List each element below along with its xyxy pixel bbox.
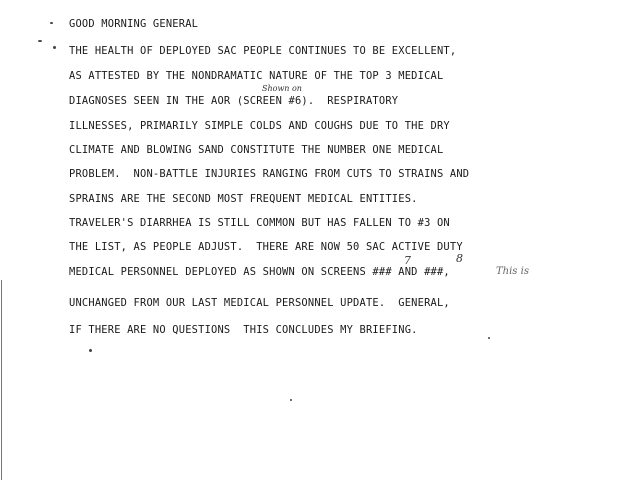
scan-speck [89, 349, 92, 352]
text-line: CLIMATE AND BLOWING SAND CONSTITUTE THE NUMBER ONE MEDICAL [69, 144, 444, 156]
text-line: THE LIST, AS PEOPLE ADJUST. THERE ARE NOW 50 SAC ACTIVE DUTY [69, 241, 463, 253]
scan-speck [53, 46, 56, 49]
scan-speck [290, 399, 292, 401]
handwritten-shown-on: Shown on [262, 84, 302, 93]
text-line: MEDICAL PERSONNEL DEPLOYED AS SHOWN ON SCREENS ### AND ###, [69, 266, 450, 278]
handwritten-screen-number-b: 8 [456, 252, 463, 265]
text-line: AS ATTESTED BY THE NONDRAMATIC NATURE OF THE TOP 3 MEDICAL [69, 70, 444, 82]
scan-speck [488, 337, 490, 339]
text-line: DIAGNOSES SEEN IN THE AOR (SCREEN #6). RESPIRATORY [69, 95, 399, 107]
greeting-line: GOOD MORNING GENERAL [69, 18, 199, 30]
closing-line: IF THERE ARE NO QUESTIONS THIS CONCLUDES MY BRIEFING. [69, 324, 418, 336]
scan-speck [50, 22, 53, 24]
scan-speck [38, 40, 42, 42]
scan-edge-line [1, 280, 2, 480]
handwritten-trailing-note: This is [496, 266, 529, 277]
text-line: PROBLEM. NON-BATTLE INJURIES RANGING FROM CUTS TO STRAINS AND [69, 168, 470, 180]
text-line: ILLNESSES, PRIMARILY SIMPLE COLDS AND COUGHS DUE TO THE DRY [69, 120, 450, 132]
text-line: SPRAINS ARE THE SECOND MOST FREQUENT MEDICAL ENTITIES. [69, 193, 418, 205]
text-line: THE HEALTH OF DEPLOYED SAC PEOPLE CONTINUES TO BE EXCELLENT, [69, 45, 457, 57]
text-line: UNCHANGED FROM OUR LAST MEDICAL PERSONNEL UPDATE. GENERAL, [69, 297, 450, 309]
text-line: TRAVELER'S DIARRHEA IS STILL COMMON BUT HAS FALLEN TO #3 ON [69, 217, 450, 229]
handwritten-screen-number-a: 7 [404, 254, 411, 267]
